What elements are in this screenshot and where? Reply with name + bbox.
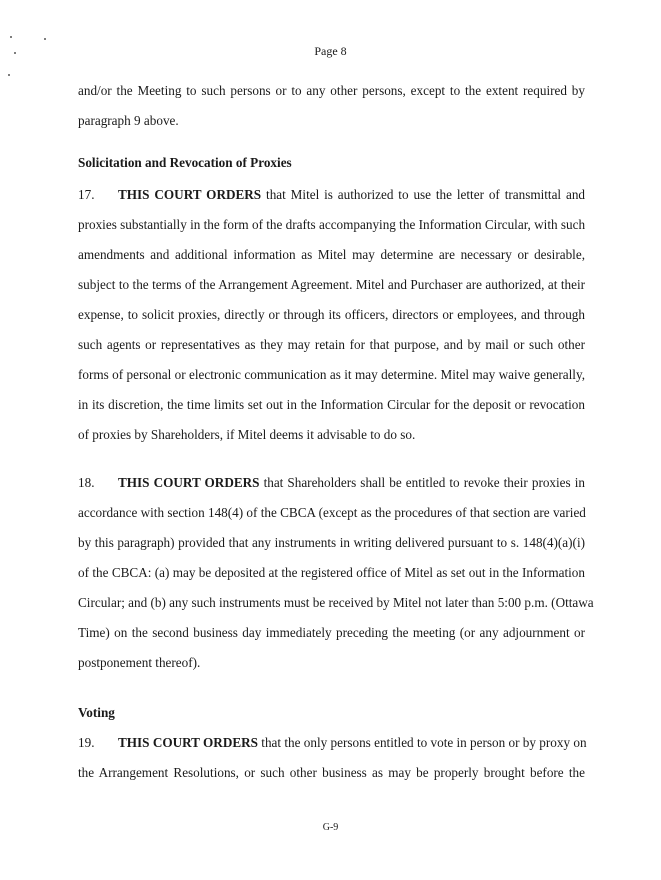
text-run: that Mitel is authorized to use the letter of transmittal and [261, 187, 586, 202]
text-line: Circular; and (b) any such instruments must be received by Mitel not later than 5:00 p.m. (Ottawa [78, 595, 594, 610]
text-run: that Shareholders shall be entitled to revoke their proxies in [259, 475, 585, 490]
text-line: Time) on the second business day immediately preceding the meeting (or any adjournment or [78, 625, 585, 640]
paragraph-17 [78, 180, 585, 450]
page-header: Page 8 [314, 44, 347, 58]
intro-paragraph [78, 76, 585, 136]
section-heading-voting: Voting [78, 705, 115, 720]
paragraph-first-line [78, 468, 585, 498]
paragraph-19 [78, 728, 585, 788]
text-line: accordance with section 148(4) of the CBCA (except as the procedures of that section are varied [78, 505, 586, 520]
text-line: amendments and additional information as Mitel may determine are necessary or desirable, [78, 247, 585, 262]
text-line: subject to the terms of the Arrangement Agreement. Mitel and Purchaser are authorized, at their [78, 277, 585, 292]
scan-speck [8, 74, 10, 76]
text-line: of the CBCA: (a) may be deposited at the registered office of Mitel as set out in the Information [78, 565, 585, 580]
section-heading-solicitation: Solicitation and Revocation of Proxies [78, 155, 292, 170]
text-line: expense, to solicit proxies, directly or through its officers, directors or employees, and through [78, 307, 585, 322]
paragraph-number: 19. [78, 735, 95, 750]
scan-speck [10, 36, 12, 38]
text-line: postponement thereof). [78, 655, 201, 670]
text-line: of proxies by Shareholders, if Mitel deems it advisable to do so. [78, 427, 416, 442]
paragraph-first-line [78, 728, 585, 758]
paragraph-first-line [78, 180, 585, 210]
scan-speck [44, 38, 46, 40]
text-line: such agents or representatives as they may retain for that purpose, and by mail or such other [78, 337, 585, 352]
bold-lead: THIS COURT ORDERS [118, 187, 262, 202]
text-line: paragraph 9 above. [78, 113, 179, 128]
text-line: by this paragraph) provided that any instruments in writing delivered pursuant to s. 148(4)(a)(i) [78, 535, 585, 550]
text-run: that the only persons entitled to vote in person or by proxy on [258, 735, 587, 750]
text-line: and/or the Meeting to such persons or to any other persons, except to the extent required by [78, 83, 585, 98]
bold-lead: THIS COURT ORDERS [118, 475, 260, 490]
bold-lead: THIS COURT ORDERS [118, 735, 258, 750]
text-line: proxies substantially in the form of the drafts accompanying the Information Circular, with such [78, 217, 586, 232]
text-line: in its discretion, the time limits set out in the Information Circular for the deposit or revocation [78, 397, 585, 412]
paragraph-18 [78, 468, 594, 678]
text-line: forms of personal or electronic communication as it may determine. Mitel may waive generally, [78, 367, 585, 382]
paragraph-number: 17. [78, 187, 95, 202]
page-footer: G-9 [322, 822, 339, 833]
paragraph-number: 18. [78, 475, 95, 490]
text-line: the Arrangement Resolutions, or such other business as may be properly brought before the [78, 765, 585, 780]
